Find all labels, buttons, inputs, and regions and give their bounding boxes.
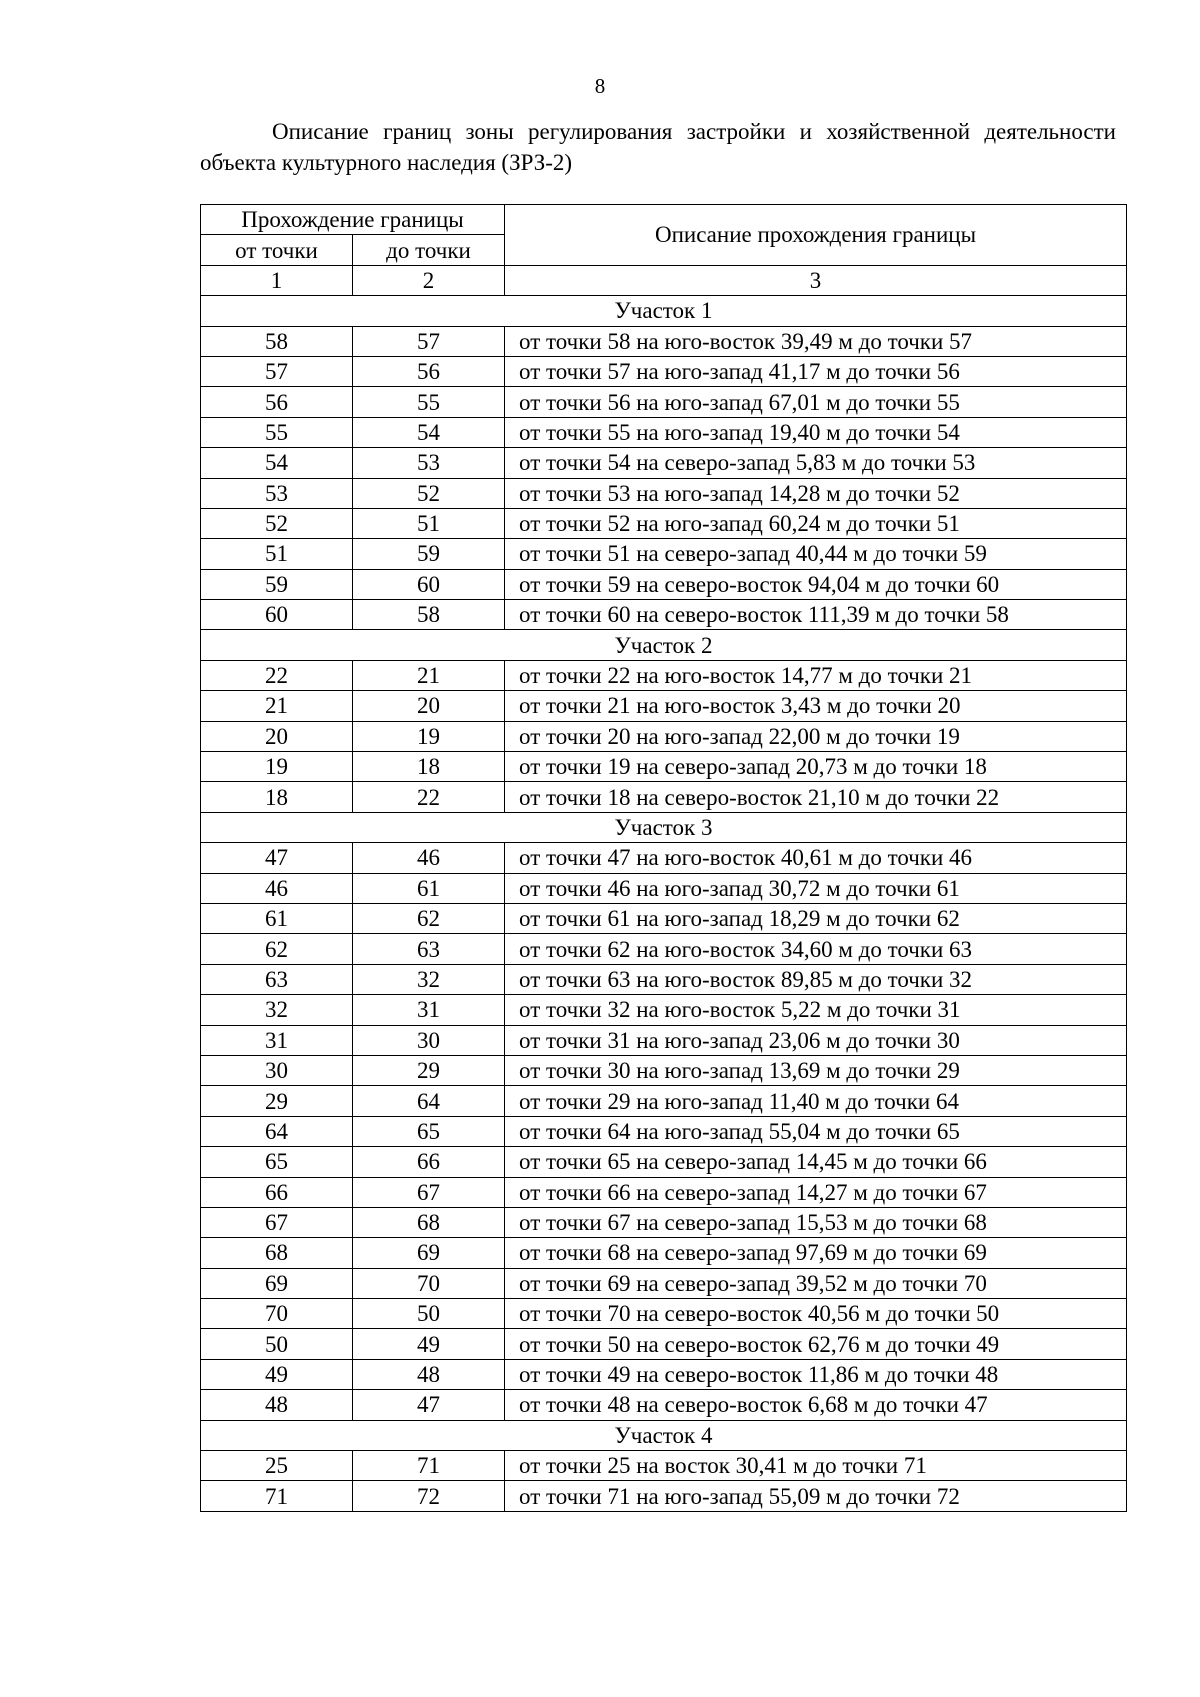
from-point-cell: 62 (201, 934, 353, 964)
description-cell: от точки 58 на юго-восток 39,49 м до точки 57 (505, 326, 1127, 356)
description-cell: от точки 63 на юго-восток 89,85 м до точки 32 (505, 964, 1127, 994)
to-point-cell: 18 (353, 752, 505, 782)
to-point-cell: 64 (353, 1086, 505, 1116)
to-point-cell: 58 (353, 600, 505, 630)
table-row (201, 964, 1127, 994)
description-cell: от точки 56 на юго-запад 67,01 м до точки 55 (505, 387, 1127, 417)
to-point-cell: 69 (353, 1238, 505, 1268)
table-row (201, 1451, 1127, 1481)
table-row (201, 1207, 1127, 1237)
table-row (201, 691, 1127, 721)
table-row (201, 326, 1127, 356)
from-point-cell: 52 (201, 508, 353, 538)
column-number: 2 (353, 265, 505, 295)
section-title: Участок 2 (201, 630, 1127, 660)
to-point-cell: 52 (353, 478, 505, 508)
table-row (201, 1086, 1127, 1116)
to-point-cell: 62 (353, 903, 505, 933)
column-number-row (201, 265, 1127, 295)
table-row (201, 600, 1127, 630)
from-point-cell: 58 (201, 326, 353, 356)
table-row (201, 934, 1127, 964)
description-cell: от точки 52 на юго-запад 60,24 м до точки 51 (505, 508, 1127, 538)
from-point-cell: 56 (201, 387, 353, 417)
section-title: Участок 4 (201, 1420, 1127, 1450)
to-point-cell: 66 (353, 1147, 505, 1177)
table-row (201, 1299, 1127, 1329)
table-row (201, 1359, 1127, 1389)
from-point-cell: 29 (201, 1086, 353, 1116)
to-point-cell: 55 (353, 387, 505, 417)
table-row (201, 356, 1127, 386)
description-cell: от точки 66 на северо-запад 14,27 м до точки 67 (505, 1177, 1127, 1207)
table-row (201, 873, 1127, 903)
description-cell: от точки 18 на северо-восток 21,10 м до точки 22 (505, 782, 1127, 812)
to-point-cell: 67 (353, 1177, 505, 1207)
table-row (201, 387, 1127, 417)
from-point-cell: 64 (201, 1116, 353, 1146)
table-row (201, 843, 1127, 873)
description-cell: от точки 68 на северо-запад 97,69 м до точки 69 (505, 1238, 1127, 1268)
from-point-cell: 69 (201, 1268, 353, 1298)
from-point-cell: 47 (201, 843, 353, 873)
from-point-cell: 68 (201, 1238, 353, 1268)
from-point-cell: 18 (201, 782, 353, 812)
section-row (201, 812, 1127, 842)
to-point-cell: 71 (353, 1451, 505, 1481)
to-point-cell: 20 (353, 691, 505, 721)
table-body (201, 296, 1127, 1512)
to-point-cell: 61 (353, 873, 505, 903)
to-point-cell: 68 (353, 1207, 505, 1237)
section-row (201, 1420, 1127, 1450)
page-number: 8 (594, 74, 606, 98)
table-row (201, 752, 1127, 782)
from-point-cell: 30 (201, 1055, 353, 1085)
to-point-cell: 47 (353, 1390, 505, 1420)
column-number: 1 (201, 265, 353, 295)
header-from-point: от точки (201, 235, 353, 265)
to-point-cell: 21 (353, 660, 505, 690)
description-cell: от точки 53 на юго-запад 14,28 м до точки 52 (505, 478, 1127, 508)
table-row (201, 508, 1127, 538)
description-cell: от точки 25 на восток 30,41 м до точки 71 (505, 1451, 1127, 1481)
to-point-cell: 46 (353, 843, 505, 873)
description-cell: от точки 50 на северо-восток 62,76 м до точки 49 (505, 1329, 1127, 1359)
table-row (201, 1116, 1127, 1146)
description-cell: от точки 48 на северо-восток 6,68 м до точки 47 (505, 1390, 1127, 1420)
from-point-cell: 61 (201, 903, 353, 933)
description-cell: от точки 67 на северо-запад 15,53 м до точки 68 (505, 1207, 1127, 1237)
from-point-cell: 71 (201, 1481, 353, 1511)
to-point-cell: 53 (353, 448, 505, 478)
table-row (201, 1238, 1127, 1268)
from-point-cell: 54 (201, 448, 353, 478)
description-cell: от точки 22 на юго-восток 14,77 м до точки 21 (505, 660, 1127, 690)
header-passage: Прохождение границы (201, 205, 505, 235)
to-point-cell: 51 (353, 508, 505, 538)
description-cell: от точки 69 на северо-запад 39,52 м до точки 70 (505, 1268, 1127, 1298)
from-point-cell: 51 (201, 539, 353, 569)
from-point-cell: 32 (201, 995, 353, 1025)
description-cell: от точки 71 на юго-запад 55,09 м до точки 72 (505, 1481, 1127, 1511)
table-row (201, 782, 1127, 812)
from-point-cell: 21 (201, 691, 353, 721)
section-row (201, 296, 1127, 326)
table-row (201, 660, 1127, 690)
to-point-cell: 65 (353, 1116, 505, 1146)
description-cell: от точки 46 на юго-запад 30,72 м до точки 61 (505, 873, 1127, 903)
to-point-cell: 49 (353, 1329, 505, 1359)
table-row (201, 1329, 1127, 1359)
description-cell: от точки 55 на юго-запад 19,40 м до точки 54 (505, 417, 1127, 447)
from-point-cell: 31 (201, 1025, 353, 1055)
description-cell: от точки 29 на юго-запад 11,40 м до точки 64 (505, 1086, 1127, 1116)
table-row (201, 1390, 1127, 1420)
description-cell: от точки 32 на юго-восток 5,22 м до точки 31 (505, 995, 1127, 1025)
to-point-cell: 31 (353, 995, 505, 1025)
table-row (201, 1025, 1127, 1055)
table-row (201, 539, 1127, 569)
header-description: Описание прохождения границы (505, 205, 1127, 266)
to-point-cell: 63 (353, 934, 505, 964)
to-point-cell: 72 (353, 1481, 505, 1511)
from-point-cell: 49 (201, 1359, 353, 1389)
column-number: 3 (505, 265, 1127, 295)
description-cell: от точки 19 на северо-запад 20,73 м до точки 18 (505, 752, 1127, 782)
description-cell: от точки 61 на юго-запад 18,29 м до точки 62 (505, 903, 1127, 933)
to-point-cell: 57 (353, 326, 505, 356)
to-point-cell: 50 (353, 1299, 505, 1329)
section-title: Участок 1 (201, 296, 1127, 326)
from-point-cell: 46 (201, 873, 353, 903)
from-point-cell: 48 (201, 1390, 353, 1420)
to-point-cell: 54 (353, 417, 505, 447)
to-point-cell: 22 (353, 782, 505, 812)
table-row (201, 995, 1127, 1025)
from-point-cell: 19 (201, 752, 353, 782)
to-point-cell: 29 (353, 1055, 505, 1085)
table-row (201, 1147, 1127, 1177)
section-title: Участок 3 (201, 812, 1127, 842)
description-cell: от точки 59 на северо-восток 94,04 м до точки 60 (505, 569, 1127, 599)
to-point-cell: 32 (353, 964, 505, 994)
description-cell: от точки 65 на северо-запад 14,45 м до точки 66 (505, 1147, 1127, 1177)
table-row (201, 478, 1127, 508)
table-row (201, 1268, 1127, 1298)
to-point-cell: 70 (353, 1268, 505, 1298)
section-row (201, 630, 1127, 660)
from-point-cell: 70 (201, 1299, 353, 1329)
description-cell: от точки 54 на северо-запад 5,83 м до точки 53 (505, 448, 1127, 478)
table-row (201, 1481, 1127, 1511)
table-row (201, 448, 1127, 478)
from-point-cell: 50 (201, 1329, 353, 1359)
description-cell: от точки 47 на юго-восток 40,61 м до точки 46 (505, 843, 1127, 873)
from-point-cell: 53 (201, 478, 353, 508)
table-row (201, 417, 1127, 447)
from-point-cell: 63 (201, 964, 353, 994)
boundary-table (200, 204, 1127, 1512)
to-point-cell: 30 (353, 1025, 505, 1055)
to-point-cell: 60 (353, 569, 505, 599)
description-cell: от точки 70 на северо-восток 40,56 м до точки 50 (505, 1299, 1127, 1329)
description-cell: от точки 62 на юго-восток 34,60 м до точки 63 (505, 934, 1127, 964)
description-cell: от точки 49 на северо-восток 11,86 м до точки 48 (505, 1359, 1127, 1389)
from-point-cell: 67 (201, 1207, 353, 1237)
table-row (201, 1055, 1127, 1085)
from-point-cell: 57 (201, 356, 353, 386)
from-point-cell: 65 (201, 1147, 353, 1177)
description-cell: от точки 31 на юго-запад 23,06 м до точки 30 (505, 1025, 1127, 1055)
document-heading: Описание границ зоны регулирования застройки и хозяйственной деятельности объекта культурного наследия (ЗРЗ-2) (200, 119, 1116, 175)
to-point-cell: 48 (353, 1359, 505, 1389)
to-point-cell: 19 (353, 721, 505, 751)
from-point-cell: 22 (201, 660, 353, 690)
from-point-cell: 66 (201, 1177, 353, 1207)
description-cell: от точки 64 на юго-запад 55,04 м до точки 65 (505, 1116, 1127, 1146)
from-point-cell: 20 (201, 721, 353, 751)
description-cell: от точки 21 на юго-восток 3,43 м до точки 20 (505, 691, 1127, 721)
table-row (201, 1177, 1127, 1207)
to-point-cell: 59 (353, 539, 505, 569)
description-cell: от точки 30 на юго-запад 13,69 м до точки 29 (505, 1055, 1127, 1085)
table-row (201, 569, 1127, 599)
from-point-cell: 59 (201, 569, 353, 599)
table-row (201, 721, 1127, 751)
description-cell: от точки 57 на юго-запад 41,17 м до точки 56 (505, 356, 1127, 386)
table-row (201, 903, 1127, 933)
from-point-cell: 55 (201, 417, 353, 447)
header-to-point: до точки (353, 235, 505, 265)
from-point-cell: 25 (201, 1451, 353, 1481)
description-cell: от точки 60 на северо-восток 111,39 м до точки 58 (505, 600, 1127, 630)
from-point-cell: 60 (201, 600, 353, 630)
description-cell: от точки 20 на юго-запад 22,00 м до точки 19 (505, 721, 1127, 751)
description-cell: от точки 51 на северо-запад 40,44 м до точки 59 (505, 539, 1127, 569)
to-point-cell: 56 (353, 356, 505, 386)
